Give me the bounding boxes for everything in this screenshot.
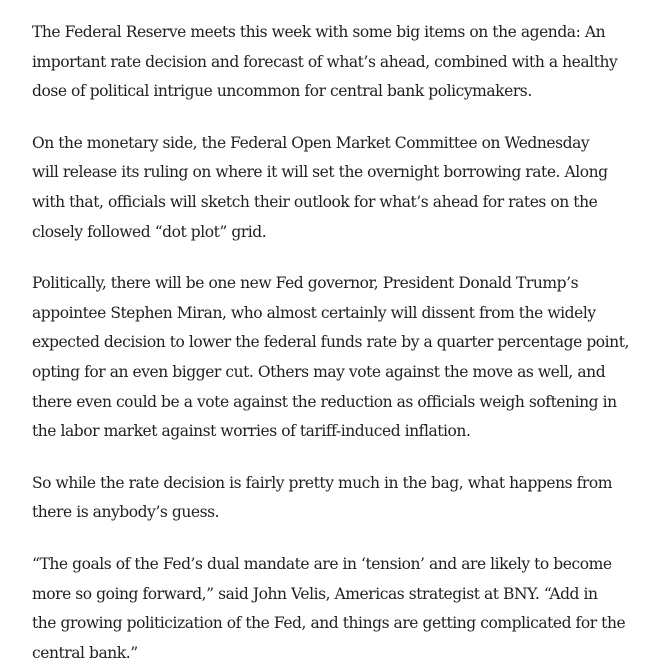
text-line: the growing politicization of the Fed, and things are getting complicated for the bbox=[32, 614, 626, 633]
text-line: central bank.” bbox=[32, 643, 138, 662]
paragraph-rate-decision bbox=[32, 469, 644, 528]
paragraph-politically bbox=[32, 269, 644, 447]
text-line: the labor market against worries of tariff-induced inflation. bbox=[32, 422, 471, 441]
text-line: more so going forward,” said John Velis, Americas strategist at BNY. “Add in bbox=[32, 584, 598, 603]
text-line: So while the rate decision is fairly pretty much in the bag, what happens from bbox=[32, 473, 613, 492]
paragraph-monetary-side bbox=[32, 129, 644, 247]
text-line: dose of political intrigue uncommon for central bank policymakers. bbox=[32, 82, 532, 101]
text-line: there even could be a vote against the reduction as officials weigh softening in bbox=[32, 392, 617, 411]
text-line: expected decision to lower the federal funds rate by a quarter percentage point, bbox=[32, 333, 629, 352]
paragraph-velis-quote bbox=[32, 550, 644, 668]
text-line: will release its ruling on where it will set the overnight borrowing rate. Along bbox=[32, 163, 608, 182]
text-line: closely followed “dot plot” grid. bbox=[32, 222, 267, 241]
text-line: On the monetary side, the Federal Open Market Committee on Wednesday bbox=[32, 133, 590, 152]
text-line: important rate decision and forecast of what’s ahead, combined with a healthy bbox=[32, 52, 618, 71]
text-line: with that, officials will sketch their outlook for what’s ahead for rates on the bbox=[32, 192, 598, 211]
text-line: “The goals of the Fed’s dual mandate are in ‘tension’ and are likely to become bbox=[32, 554, 612, 573]
text-line: appointee Stephen Miran, who almost certainly will dissent from the widely bbox=[32, 303, 596, 322]
paragraph-fed-meeting-intro bbox=[32, 18, 644, 107]
text-line: Politically, there will be one new Fed governor, President Donald Trump’s bbox=[32, 274, 579, 293]
text-line: The Federal Reserve meets this week with some big items on the agenda: An bbox=[32, 23, 606, 41]
text-line: there is anybody’s guess. bbox=[32, 503, 220, 522]
text-line: opting for an even bigger cut. Others may vote against the move as well, and bbox=[32, 362, 606, 381]
